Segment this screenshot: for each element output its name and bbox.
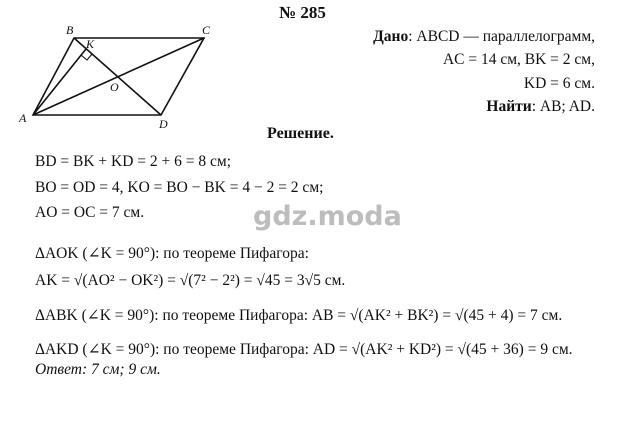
watermark: gdz.moda: [253, 201, 402, 232]
given-line: KD = 6 см.: [523, 75, 595, 92]
answer-text: : 7 см; 9 см.: [81, 361, 161, 378]
solution-heading: Решение.: [267, 125, 334, 142]
find-text: : AB; AD.: [531, 98, 595, 115]
solution-line: AK = √(AO² − OK²) = √(7² − 2²) = √45 = 3√5 см.: [35, 272, 346, 289]
label-b: B: [66, 23, 74, 37]
given-text: : ABCD — параллелограмм,: [408, 28, 595, 45]
label-d: D: [159, 117, 168, 131]
find-label: Найти: [486, 98, 532, 115]
parallelogram-figure: [14, 18, 214, 133]
solution-line: BD = BK + KD = 2 + 6 = 8 см;: [35, 153, 232, 170]
solution-line: BO = OD = 4, KO = BO − BK = 4 − 2 = 2 см;: [35, 179, 324, 196]
given-line: AC = 14 см, BK = 2 см,: [442, 51, 595, 68]
label-a: A: [19, 111, 27, 125]
find-line: [486, 98, 595, 116]
answer-label: Ответ: [35, 361, 82, 378]
solution-line: ΔAOK (∠K = 90°): по теореме Пифагора:: [35, 245, 309, 262]
answer-line: [35, 361, 161, 379]
solution-line: AO = OC = 7 см.: [35, 204, 145, 221]
segment-ak: [33, 49, 86, 115]
label-k: K: [86, 37, 95, 51]
label-o: O: [110, 80, 119, 94]
given-label: Дано: [373, 28, 409, 45]
given-line: [373, 28, 595, 46]
solution-line: ΔAKD (∠K = 90°): по теореме Пифагора: AD = √(AK² + KD²) = √(45 + 36) = 9 см.: [35, 341, 573, 358]
problem-number: № 285: [279, 3, 326, 22]
label-c: C: [202, 23, 211, 37]
solution-line: ΔABK (∠K = 90°): по теореме Пифагора: AB = √(AK² + BK²) = √(45 + 4) = 7 см.: [35, 307, 563, 324]
right-angle-mark: [81, 54, 92, 60]
